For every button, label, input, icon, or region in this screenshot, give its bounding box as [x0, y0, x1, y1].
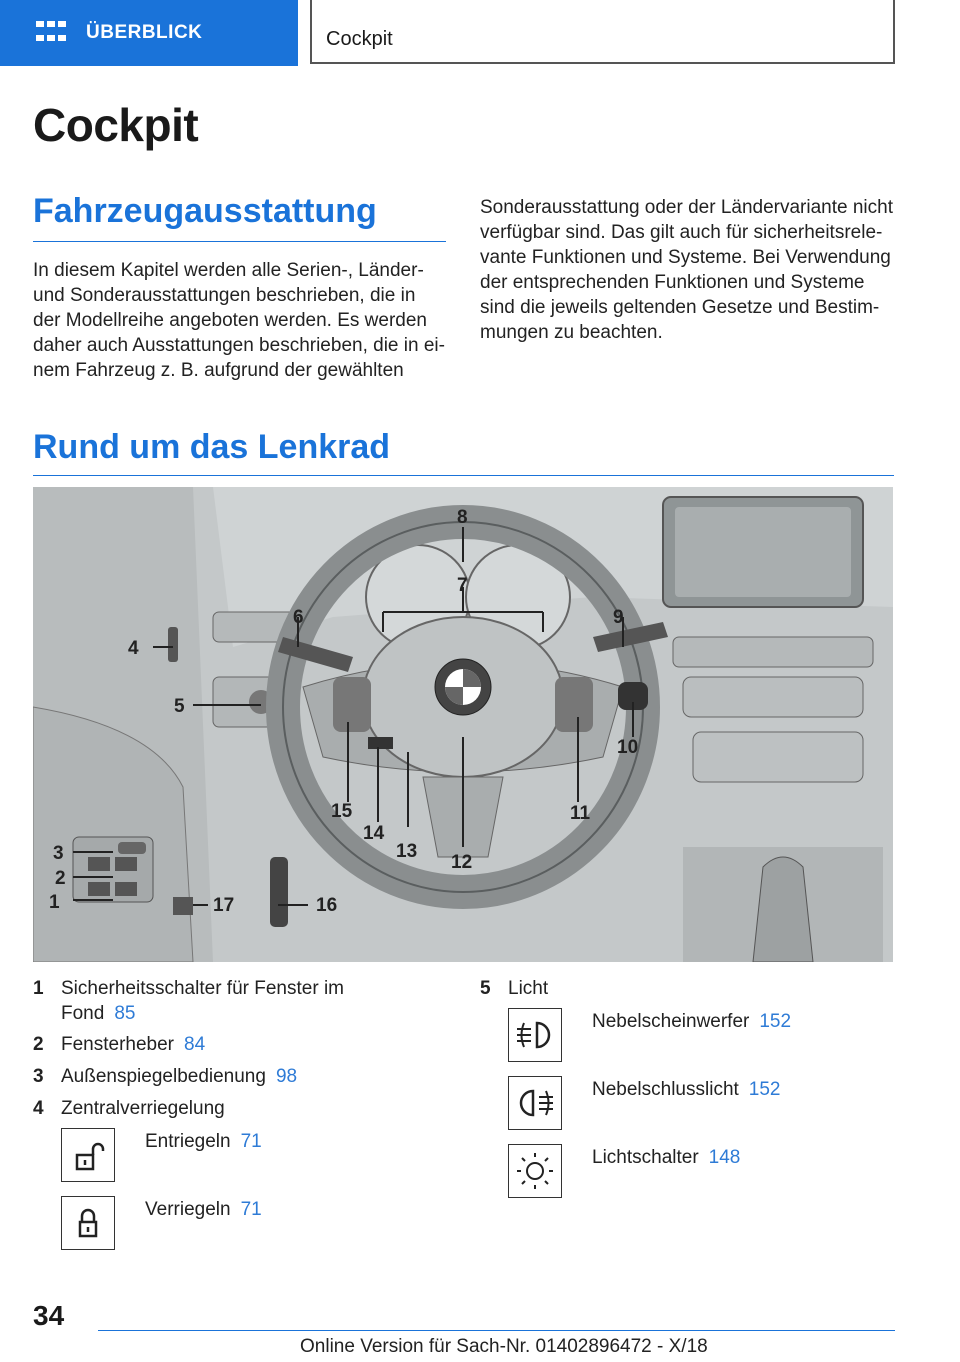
rear-fog-item [592, 1077, 781, 1102]
item-label: Entriegeln [145, 1131, 231, 1152]
page-title: Cockpit [33, 99, 199, 151]
callout-label: 2 [55, 868, 66, 889]
legend-right [480, 976, 895, 1206]
page-link[interactable]: 71 [240, 1131, 262, 1152]
item-number: 2 [33, 1034, 44, 1055]
callout-label: 14 [363, 823, 385, 844]
front-fog-item [592, 1009, 791, 1034]
item-label: Nebelschlusslicht [592, 1079, 739, 1100]
item-label: Verriegeln [145, 1199, 231, 1220]
legend-left [33, 976, 453, 1266]
overview-tab[interactable] [0, 0, 298, 66]
cockpit-illustration [33, 487, 893, 962]
lock-icon [61, 1196, 115, 1250]
page-link[interactable]: 84 [184, 1034, 206, 1055]
item-label: Licht [508, 978, 549, 999]
footer-divider [98, 1330, 895, 1331]
callout-label: 1 [49, 892, 60, 913]
unlock-icon [61, 1128, 115, 1182]
callout-label: 9 [613, 607, 624, 628]
page-link[interactable]: 148 [708, 1147, 741, 1168]
page-link[interactable]: 98 [275, 1066, 298, 1087]
page-link[interactable]: 152 [759, 1011, 792, 1032]
item-label: Außenspiegelbedienung [61, 1066, 266, 1087]
item-number: 1 [33, 978, 44, 999]
callout-label: 10 [617, 737, 639, 758]
page-number: 34 [33, 1300, 65, 1331]
front-fog-light-icon [508, 1008, 562, 1062]
item-label: Lichtschalter [592, 1147, 699, 1168]
lock-item [145, 1197, 262, 1222]
callout-label: 17 [213, 895, 235, 916]
callout-label: 11 [570, 803, 591, 824]
callout-label: 12 [451, 852, 473, 873]
section-tab[interactable]: Cockpit [310, 0, 895, 64]
callout-label: 16 [316, 895, 338, 916]
equipment-text-left: In diesem Kapitel werden alle Serien-, Länder- und Sonderausstattungen beschrieben, die in der Modellreihe angeboten werden. Es werden daher auch Ausstattungen beschrieben, die in ei- nem Fahrzeug z. B. aufgrund der gewählten [33, 260, 445, 381]
callout-label: 15 [331, 801, 353, 822]
item-label: Nebelscheinwerfer [592, 1011, 750, 1032]
overview-tab-label: ÜBERBLICK [86, 22, 203, 43]
callout-label: 13 [396, 841, 418, 862]
equipment-heading: Fahrzeugausstattung [33, 192, 446, 242]
page-link[interactable]: 152 [748, 1079, 781, 1100]
callout-label: 8 [457, 507, 468, 528]
page-link[interactable]: 71 [240, 1199, 262, 1220]
item-label-cont: Fond [61, 1003, 105, 1024]
callout-label: 7 [457, 575, 468, 596]
item-label: Fensterheber [61, 1034, 175, 1055]
callout-label: 3 [53, 843, 64, 864]
callout-label: 6 [293, 607, 304, 628]
item-label: Sicherheitsschalter für Fenster im [61, 978, 344, 999]
unlock-item [145, 1129, 262, 1154]
light-switch-item [592, 1145, 740, 1170]
light-switch-icon [508, 1144, 562, 1198]
item-number: 5 [480, 978, 491, 999]
rear-fog-light-icon [508, 1076, 562, 1130]
cockpit-drawing [33, 487, 893, 962]
steering-heading: Rund um das Lenkrad [33, 428, 894, 476]
page-link[interactable]: 85 [114, 1003, 136, 1024]
callout-label: 5 [174, 696, 185, 717]
equipment-text-right: Sonderausstattung oder der Ländervariante nicht verfügbar sind. Das gilt auch für sicherheitsrele- vante Funktionen und Systeme. Bei Verwendung der entsprechenden Funktionen und Systeme sind die jeweils geltenden Gesetze und Bestim- mungen zu beachten. [480, 197, 893, 343]
top-navigation [0, 0, 960, 66]
item-number: 3 [33, 1066, 44, 1087]
grid-menu-icon [36, 21, 66, 45]
footer-text: Online Version für Sach-Nr. 01402896472 - X/18 [300, 1336, 708, 1357]
item-number: 4 [33, 1098, 44, 1119]
item-label: Zentralverriegelung [61, 1098, 225, 1119]
callout-label: 4 [128, 638, 139, 659]
